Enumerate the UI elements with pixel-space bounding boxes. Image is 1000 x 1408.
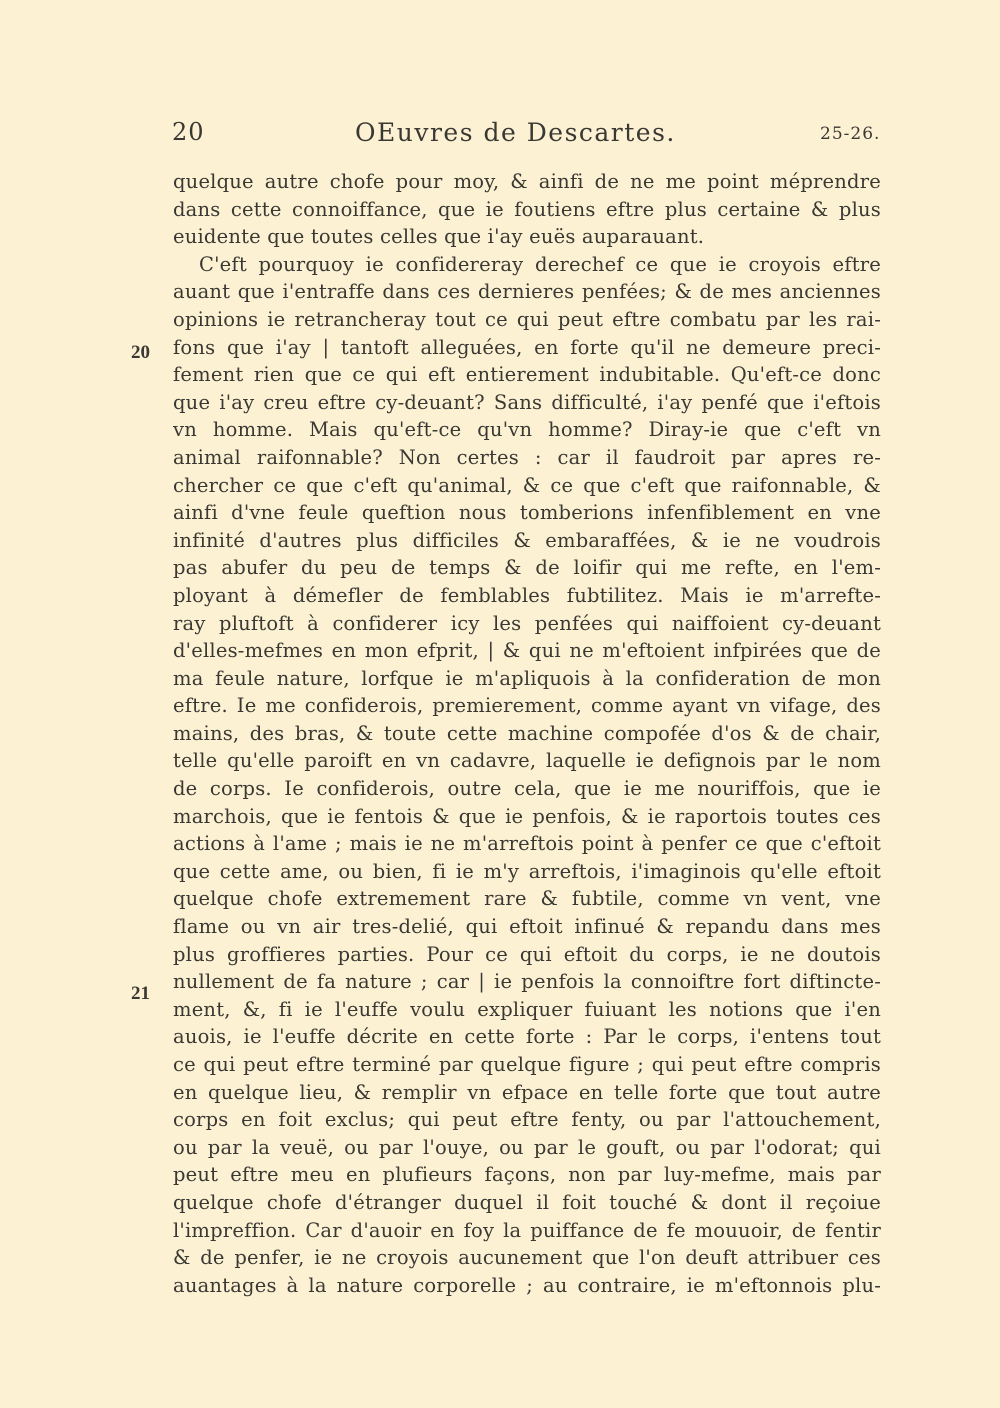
text-line: d'elles-mefmes en mon efprit, | & qui ne m'eftoient infpirées que de [173, 639, 881, 663]
text-line: fement rien que ce qui eft entierement indubitable. Qu'eft-ce donc [173, 363, 881, 387]
text-line: quelque chofe d'étranger duquel il foit touché & dont il reçoiue [173, 1190, 881, 1214]
text-line: plus groffieres parties. Pour ce qui eftoit du corps, ie ne doutois [173, 942, 881, 966]
text-line: quelque autre chofe pour moy, & ainfi de ne me point méprendre [173, 170, 881, 193]
text-line: C'eft pourquoy ie confidereray derechef ce que ie croyois eftre [199, 252, 881, 276]
text-line: auantages à la nature corporelle ; au contraire, ie m'eftonnois plu- [173, 1273, 881, 1297]
text-line: ainfi d'vne feule queftion nous tomberions infenfiblement en vne [173, 501, 881, 525]
text-line: pas abufer du peu de temps & de loifir qui me refte, en l'em- [173, 556, 881, 580]
text-line: ray pluftoft à confiderer icy les penfées qui naiffoient cy-deuant [173, 611, 881, 635]
margin-line-number: 20 [131, 342, 150, 363]
text-line: marchois, que ie fentois & que ie penfois, & ie raportois toutes ces [173, 804, 881, 828]
text-line: que cette ame, ou bien, fi ie m'y arreftois, i'imaginois qu'elle eftoit [173, 859, 881, 883]
text-line: auant que i'entraffe dans ces dernieres penfées; & de mes anciennes [173, 280, 881, 304]
text-line: ment, &, fi ie l'euffe voulu expliquer fuiuant les notions que i'en [173, 997, 881, 1021]
margin-line-number: 21 [131, 983, 150, 1004]
text-line: opinions ie retrancheray tout ce qui peut eftre combatu par les rai- [173, 307, 881, 331]
text-line: dans cette connoiffance, que ie foutiens eftre plus certaine & plus [173, 197, 881, 221]
text-line: infinité d'autres plus difficiles & embaraffées, & ie ne voudrois [173, 528, 881, 552]
text-line: flame ou vn air tres-delié, qui eftoit infinué & repandu dans mes [173, 915, 881, 939]
text-line: ma feule nature, lorfque ie m'apliquois à la confideration de mon [173, 666, 881, 690]
text-line: en quelque lieu, & remplir vn efpace en telle forte que tout autre [173, 1080, 881, 1104]
body-text [173, 168, 881, 1299]
text-line: actions à l'ame ; mais ie ne m'arreftois point à penfer ce que c'eftoit [173, 832, 881, 856]
text-line: quelque chofe extremement rare & fubtile, comme vn vent, vne [173, 887, 881, 911]
text-line: mains, des bras, & toute cette machine compofée d'os & de chair, [173, 721, 881, 745]
text-line: l'impreffion. Car d'auoir en foy la puiffance de fe mouuoir, de fentir [173, 1218, 881, 1242]
text-line: nullement de fa nature ; car | ie penfois la connoiftre fort diftincte- [173, 970, 881, 994]
text-line: chercher ce que c'eft qu'animal, & ce que c'eft que raifonnable, & [173, 473, 881, 497]
text-line: euidente que toutes celles que i'ay euës auparauant. [173, 225, 705, 249]
text-line: que i'ay creu eftre cy-deuant? Sans difficulté, i'ay penfé que i'eftois [173, 390, 881, 414]
page-number: 20 [172, 118, 205, 146]
running-title: OEuvres de Descartes. [355, 118, 676, 147]
text-line: ce qui peut eftre terminé par quelque figure ; qui peut eftre compris [173, 1053, 881, 1076]
text-line: telle qu'elle paroift en vn cadavre, laquelle ie defignois par le nom [173, 749, 881, 773]
text-line: fons que i'ay | tantoft alleguées, en forte qu'il ne demeure preci- [173, 335, 881, 359]
text-line: de corps. Ie confiderois, outre cela, que ie me nouriffois, que ie [173, 777, 881, 801]
text-line: corps en foit exclus; qui peut eftre fenty, ou par l'attouchement, [173, 1108, 881, 1132]
text-line: & de penfer, ie ne croyois aucunement que l'on deuft attribuer ces [173, 1246, 881, 1270]
text-line: peut eftre meu en plufieurs façons, non par luy-mefme, mais par [173, 1163, 881, 1187]
text-line: auois, ie l'euffe décrite en cette forte : Par le corps, i'entens tout [173, 1025, 881, 1049]
text-line: vn homme. Mais qu'eft-ce qu'vn homme? Diray-ie que c'eft vn [173, 418, 881, 442]
page-range: 25-26. [820, 124, 881, 144]
text-line: eftre. Ie me confiderois, premierement, comme ayant vn vifage, des [173, 694, 881, 718]
text-line: ployant à démefler de femblables fubtilitez. Mais ie m'arrefte- [173, 583, 881, 607]
text-line: ou par la veuë, ou par l'ouye, ou par le gouft, ou par l'odorat; qui [173, 1135, 881, 1159]
text-line: animal raifonnable? Non certes : car il faudroit par apres re- [173, 445, 881, 469]
